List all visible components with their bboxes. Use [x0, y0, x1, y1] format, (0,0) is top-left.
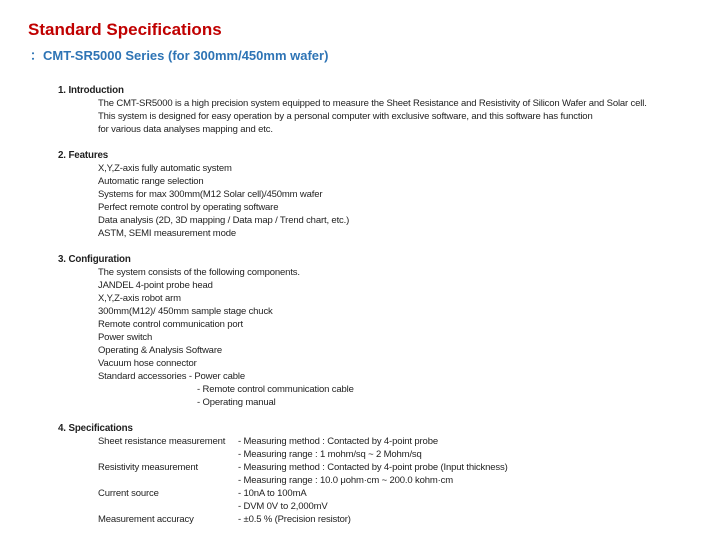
spec-label: [98, 500, 238, 513]
section-specifications-body: [58, 435, 720, 526]
section-specifications-heading: 4. Specifications: [58, 423, 133, 434]
spec-label: Sheet resistance measurement: [98, 436, 226, 447]
feature-item: ASTM, SEMI measurement mode: [98, 228, 236, 239]
configuration-item: Remote control communication port: [98, 319, 244, 330]
configuration-item: Standard accessories - Power cable: [98, 371, 245, 382]
spec-row: [98, 461, 720, 474]
section-configuration-body: [58, 266, 720, 409]
text-line: The CMT-SR5000 is a high precision system equipped to measure the Sheet Resistance and Resistivity of Silicon Wafer and Solar cell.: [98, 98, 647, 109]
spec-row: [98, 474, 720, 487]
feature-item: Automatic range selection: [98, 176, 204, 187]
section-features-heading: 2. Features: [58, 150, 109, 161]
configuration-item: JANDEL 4-point probe head: [98, 280, 213, 291]
configuration-item: X,Y,Z-axis robot arm: [98, 293, 181, 304]
section-introduction: [58, 84, 720, 136]
feature-item: Data analysis (2D, 3D mapping / Data map / Trend chart, etc.): [98, 215, 350, 226]
section-introduction-heading: 1. Introduction: [58, 85, 124, 96]
page-content: [0, 84, 720, 526]
page-title: Standard Specifications: [28, 20, 222, 39]
section-configuration-heading: 3. Configuration: [58, 254, 131, 265]
spec-value: - 10nA to 100mA: [238, 488, 307, 499]
configuration-item: Power switch: [98, 332, 153, 343]
spec-label: Resistivity measurement: [98, 462, 199, 473]
spec-value: - Measuring method : Contacted by 4-point probe (Input thickness): [238, 462, 508, 473]
feature-item: X,Y,Z-axis fully automatic system: [98, 163, 232, 174]
section-features: [58, 149, 720, 240]
spec-row: [98, 487, 720, 500]
spec-row: [98, 448, 720, 461]
spec-value: - ±0.5 % (Precision resistor): [238, 514, 351, 525]
text-line: for various data analyses mapping and etc.: [98, 124, 273, 135]
configuration-item: Vacuum hose connector: [98, 358, 197, 369]
spec-label: Current source: [98, 488, 159, 499]
section-configuration: [58, 253, 720, 409]
configuration-item: The system consists of the following components.: [98, 267, 300, 278]
spec-row: [98, 513, 720, 526]
spec-value: - Measuring range : 10.0 μohm·cm ~ 200.0 kohm·cm: [238, 475, 454, 486]
page-subtitle: ：CMT-SR5000 Series (for 300mm/450mm wafer): [30, 48, 329, 63]
text-line: This system is designed for easy operation by a personal computer with exclusive software, and this software has function: [98, 111, 593, 122]
feature-item: Perfect remote control by operating software: [98, 202, 279, 213]
section-specifications: [58, 422, 720, 526]
spec-row: [98, 500, 720, 513]
spec-value: - Measuring method : Contacted by 4-point probe: [238, 436, 438, 447]
feature-item: Systems for max 300mm(M12 Solar cell)/450mm wafer: [98, 189, 323, 200]
accessory-sub-item: - Operating manual: [197, 397, 276, 408]
section-features-body: [58, 162, 720, 240]
spec-label: [98, 448, 238, 461]
accessory-sub-item: - Remote control communication cable: [197, 384, 354, 395]
spec-value: - Measuring range : 1 mohm/sq ~ 2 Mohm/sq: [238, 449, 422, 460]
section-introduction-body: [58, 97, 720, 136]
configuration-item: Operating & Analysis Software: [98, 345, 222, 356]
spec-label: Measurement accuracy: [98, 514, 194, 525]
spec-label: [98, 474, 238, 487]
configuration-item: 300mm(M12)/ 450mm sample stage chuck: [98, 306, 273, 317]
spec-row: [98, 435, 720, 448]
spec-value: - DVM 0V to 2,000mV: [238, 501, 328, 512]
